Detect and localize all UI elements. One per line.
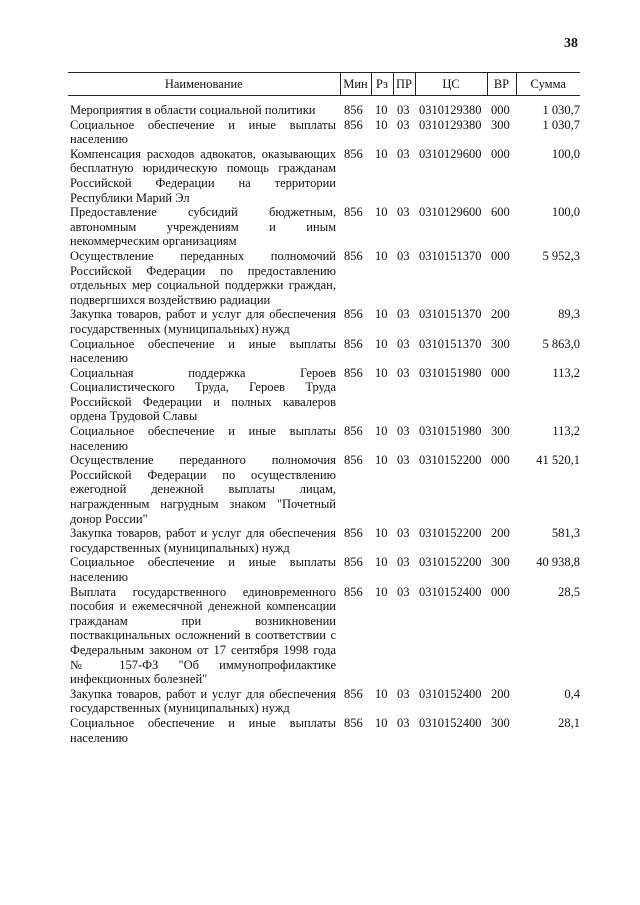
cell-pr: 03 (397, 555, 410, 570)
cell-min: 856 (344, 686, 363, 701)
cell-vr: 300 (491, 117, 510, 132)
cell-sum: 1 030,7 (542, 103, 580, 117)
cell-rz: 10 (375, 146, 388, 161)
table-header (68, 73, 580, 96)
table-body (68, 96, 580, 746)
cell-pr: 03 (397, 117, 410, 132)
cell-min: 856 (344, 103, 363, 117)
cell-rz: 10 (375, 715, 388, 730)
cell-min: 856 (344, 205, 363, 220)
cell-rz: 10 (375, 117, 388, 132)
cell-cs: 0310152200 (419, 555, 482, 570)
header-min: Мин (340, 73, 371, 96)
cell-sum: 28,5 (558, 584, 580, 599)
cell-min: 856 (344, 146, 363, 161)
cell-rz: 10 (375, 453, 388, 468)
cell-sum: 40 938,8 (536, 555, 580, 570)
cell-name: Социальное обеспечение и иные выплаты населению (70, 555, 336, 584)
cell-vr: 000 (491, 103, 510, 117)
table-row (68, 337, 580, 366)
cell-min: 856 (344, 248, 363, 263)
table-row (68, 424, 580, 453)
cell-name: Выплата государственного единовременного пособия и ежемесячной денежной компенсации гражданам при возникновении поствакцинальных осложнений в соответствии с Федеральным законом от 17 сентября 1998 года № 157-ФЗ "Об иммунопрофилактике инфекционных болезней" (70, 584, 336, 687)
cell-vr: 000 (491, 365, 510, 380)
cell-rz: 10 (375, 686, 388, 701)
cell-cs: 0310129380 (419, 117, 482, 132)
cell-sum: 1 030,7 (542, 117, 580, 132)
cell-name: Закупка товаров, работ и услуг для обеспечения государственных (муниципальных) нужд (70, 526, 336, 555)
table-row (68, 453, 580, 526)
cell-vr: 200 (491, 526, 510, 541)
table-row (68, 366, 580, 424)
cell-min: 856 (344, 526, 363, 541)
cell-sum: 0,4 (564, 686, 580, 701)
table-row (68, 585, 580, 687)
cell-rz: 10 (375, 307, 388, 322)
cell-pr: 03 (397, 146, 410, 161)
cell-pr: 03 (397, 365, 410, 380)
cell-rz: 10 (375, 103, 388, 117)
cell-min: 856 (344, 453, 363, 468)
header-pr: ПР (393, 73, 415, 96)
cell-min: 856 (344, 584, 363, 599)
table-row (68, 687, 580, 716)
cell-rz: 10 (375, 526, 388, 541)
cell-cs: 0310151370 (419, 248, 482, 263)
cell-cs: 0310152400 (419, 686, 482, 701)
cell-rz: 10 (375, 248, 388, 263)
cell-sum: 5 952,3 (542, 248, 580, 263)
table-row (68, 249, 580, 307)
table-row (68, 526, 580, 555)
cell-name: Компенсация расходов адвокатов, оказывающих бесплатную юридическую помощь гражданам Российской Федерации на территории Республики Марий Эл (70, 146, 336, 205)
header-name: Наименование (68, 73, 340, 96)
cell-min: 856 (344, 307, 363, 322)
cell-cs: 0310151980 (419, 424, 482, 439)
cell-pr: 03 (397, 307, 410, 322)
header-cs: ЦС (415, 73, 487, 96)
cell-sum: 28,1 (558, 715, 580, 730)
cell-name: Осуществление переданных полномочий Российской Федерации по предоставлению отдельных мер социальной поддержки граждан, подвергшихся воздействию радиации (70, 248, 336, 307)
header-vr: ВР (487, 73, 516, 96)
cell-pr: 03 (397, 715, 410, 730)
page-number: 38 (564, 36, 578, 51)
cell-sum: 581,3 (551, 526, 580, 541)
cell-sum: 113,2 (552, 365, 580, 380)
cell-sum: 113,2 (552, 424, 580, 439)
cell-cs: 0310152400 (419, 584, 482, 599)
cell-vr: 000 (491, 248, 510, 263)
cell-vr: 200 (491, 686, 510, 701)
cell-name: Осуществление переданного полномочия Российской Федерации по осуществлению ежегодной денежной выплаты лицам, награжденным нагрудным знаком "Почетный донор России" (70, 453, 336, 526)
table-row (68, 96, 580, 118)
cell-pr: 03 (397, 248, 410, 263)
cell-cs: 0310151370 (419, 307, 482, 322)
cell-name: Предоставление субсидий бюджетным, автономным учреждениям и иным некоммерческим организациям (70, 205, 336, 249)
table-row (68, 555, 580, 584)
cell-rz: 10 (375, 336, 388, 351)
cell-sum: 5 863,0 (542, 336, 580, 351)
cell-min: 856 (344, 424, 363, 439)
cell-rz: 10 (375, 365, 388, 380)
header-sum: Сумма (516, 73, 580, 96)
cell-vr: 300 (491, 424, 510, 439)
cell-vr: 000 (491, 453, 510, 468)
cell-sum: 41 520,1 (536, 453, 580, 468)
cell-min: 856 (344, 336, 363, 351)
cell-sum: 100,0 (551, 205, 580, 220)
cell-cs: 0310152200 (419, 526, 482, 541)
cell-name: Социальное обеспечение и иные выплаты населению (70, 336, 336, 366)
cell-name: Социальная поддержка Героев Социалистического Труда, Героев Труда Российской Федерации и полных кавалеров ордена Трудовой Славы (70, 365, 336, 424)
cell-name: Социальное обеспечение и иные выплаты населению (70, 117, 336, 147)
cell-name: Мероприятия в области социальной политики (70, 103, 316, 117)
header-rz: Рз (371, 73, 393, 96)
cell-pr: 03 (397, 526, 410, 541)
cell-min: 856 (344, 555, 363, 570)
cell-cs: 0310129600 (419, 146, 482, 161)
cell-pr: 03 (397, 424, 410, 439)
cell-name: Закупка товаров, работ и услуг для обеспечения государственных (муниципальных) нужд (70, 307, 336, 336)
cell-pr: 03 (397, 336, 410, 351)
cell-cs: 0310152200 (419, 453, 482, 468)
cell-cs: 0310151370 (419, 336, 482, 351)
budget-table (68, 72, 580, 745)
cell-min: 856 (344, 365, 363, 380)
cell-min: 856 (344, 715, 363, 730)
cell-name: Социальное обеспечение и иные выплаты населению (70, 424, 336, 453)
cell-rz: 10 (375, 555, 388, 570)
cell-cs: 0310129600 (419, 205, 482, 220)
table-row (68, 205, 580, 249)
cell-vr: 000 (491, 584, 510, 599)
cell-pr: 03 (397, 103, 410, 117)
table-row (68, 118, 580, 147)
cell-vr: 200 (491, 307, 510, 322)
cell-cs: 0310152400 (419, 715, 482, 730)
cell-vr: 000 (491, 146, 510, 161)
table-row (68, 716, 580, 745)
table-row (68, 307, 580, 336)
cell-pr: 03 (397, 453, 410, 468)
cell-vr: 300 (491, 715, 510, 730)
cell-rz: 10 (375, 424, 388, 439)
cell-pr: 03 (397, 686, 410, 701)
cell-min: 856 (344, 117, 363, 132)
cell-rz: 10 (375, 584, 388, 599)
cell-vr: 300 (491, 555, 510, 570)
cell-rz: 10 (375, 205, 388, 220)
cell-name: Закупка товаров, работ и услуг для обеспечения государственных (муниципальных) нужд (70, 686, 336, 716)
cell-vr: 600 (491, 205, 510, 220)
cell-pr: 03 (397, 584, 410, 599)
cell-sum: 100,0 (551, 146, 580, 161)
cell-cs: 0310129380 (419, 103, 482, 117)
cell-cs: 0310151980 (419, 365, 482, 380)
table-row (68, 147, 580, 205)
cell-sum: 89,3 (558, 307, 580, 322)
cell-pr: 03 (397, 205, 410, 220)
cell-vr: 300 (491, 336, 510, 351)
cell-name: Социальное обеспечение и иные выплаты населению (70, 715, 336, 745)
